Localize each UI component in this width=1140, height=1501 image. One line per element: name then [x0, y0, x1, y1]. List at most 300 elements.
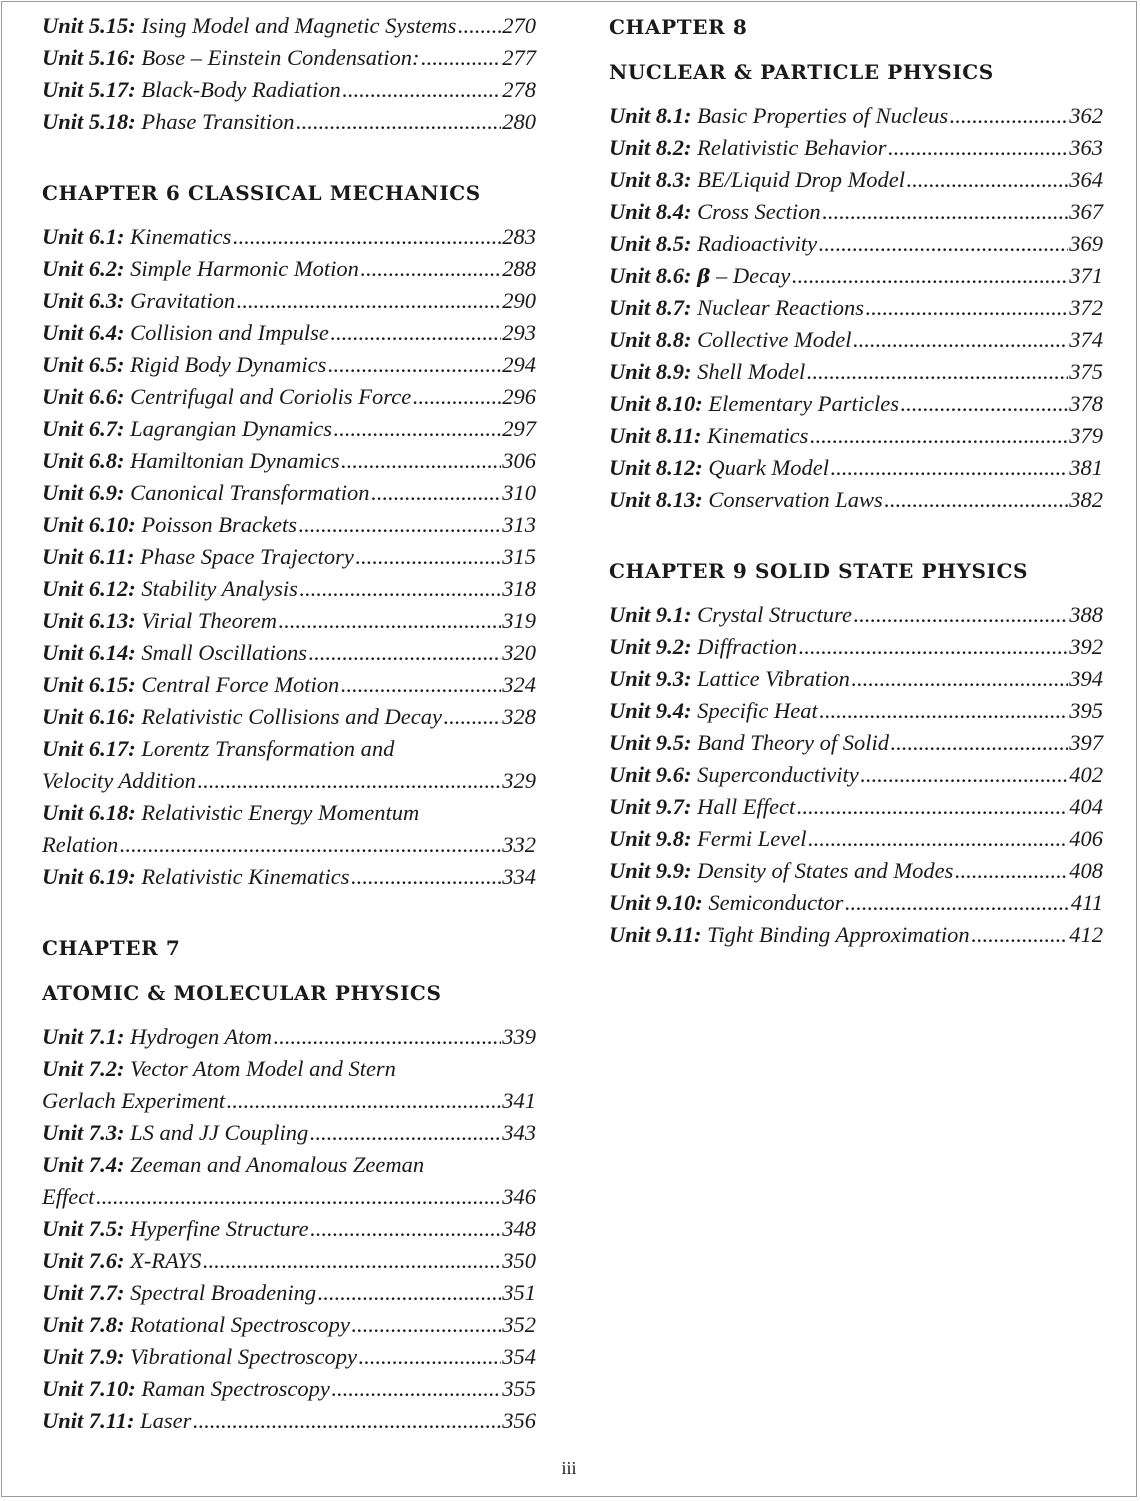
dot-leader [819, 695, 1069, 727]
unit-number: Unit 8.10: [609, 391, 703, 416]
unit-number: Unit 7.1: [42, 1024, 125, 1049]
toc-entry[interactable] [42, 1405, 536, 1437]
toc-entry[interactable] [42, 861, 536, 893]
dot-leader [197, 765, 501, 797]
unit-number: Unit 6.8: [42, 448, 125, 473]
unit-number: Unit 9.8: [609, 826, 692, 851]
unit-number: Unit 6.6: [42, 384, 125, 409]
page-ref: 411 [1070, 890, 1103, 915]
ch5-entry-list [42, 10, 536, 138]
unit-number: Unit 8.8: [609, 327, 692, 352]
dot-leader [298, 509, 501, 541]
page-ref: 374 [1069, 327, 1103, 352]
page-ref: 356 [502, 1408, 536, 1433]
dot-leader [358, 1341, 501, 1373]
toc-entry[interactable] [609, 855, 1103, 887]
unit-title: Semiconductor [708, 890, 844, 915]
section-gap [609, 516, 1103, 554]
unit-number: Unit 7.11: [42, 1408, 135, 1433]
unit-title: Central Force Motion [141, 672, 340, 697]
dot-leader [852, 324, 1068, 356]
unit-title: Phase Space Trajectory [140, 544, 354, 569]
unit-number: Unit 6.18: [42, 800, 136, 825]
toc-entry[interactable] [42, 42, 536, 74]
ch6-entry-list [42, 221, 536, 893]
page-ref: 318 [502, 576, 536, 601]
toc-entry[interactable] [609, 292, 1103, 324]
page-ref: 296 [502, 384, 536, 409]
unit-title: Laser [140, 1408, 192, 1433]
toc-entry[interactable] [42, 797, 536, 829]
dot-leader [971, 919, 1069, 951]
toc-entry[interactable] [609, 695, 1103, 727]
unit-number: Unit 7.3: [42, 1120, 125, 1145]
unit-title: Black-Body Radiation [141, 77, 341, 102]
page-ref: 270 [502, 13, 536, 38]
page-ref: 290 [502, 288, 536, 313]
dot-leader [853, 599, 1068, 631]
unit-title: Cross Section [697, 199, 821, 224]
toc-entry[interactable] [42, 1117, 536, 1149]
dot-leader [236, 285, 501, 317]
unit-number: Unit 7.7: [42, 1280, 125, 1305]
dot-leader [371, 477, 502, 509]
page-ref: 334 [502, 864, 536, 889]
unit-title: Relativistic Behavior [697, 135, 887, 160]
unit-number: Unit 6.7: [42, 416, 125, 441]
unit-title: Bose – Einstein Condensation: [141, 45, 420, 70]
toc-entry[interactable] [42, 1245, 536, 1277]
toc-entry[interactable] [42, 253, 536, 285]
page-ref: 328 [502, 704, 536, 729]
unit-title: Spectral Broadening [130, 1280, 317, 1305]
page-ref: 371 [1069, 263, 1103, 288]
unit-title: Hydrogen Atom [130, 1024, 272, 1049]
page-ref: 388 [1069, 602, 1103, 627]
unit-number: Unit 6.2: [42, 256, 125, 281]
unit-title: Relativistic Collisions and Decay [141, 704, 442, 729]
unit-number: Unit 8.11: [609, 423, 702, 448]
page-ref: 382 [1069, 487, 1103, 512]
dot-leader [333, 413, 501, 445]
unit-title: Phase Transition [141, 109, 295, 134]
unit-number: Unit 8.2: [609, 135, 692, 160]
toc-entry[interactable] [609, 631, 1103, 663]
unit-title: Basic Properties of Nucleus [697, 103, 949, 128]
unit-title: Simple Harmonic Motion [130, 256, 359, 281]
dot-leader [954, 855, 1068, 887]
page-ref: 297 [502, 416, 536, 441]
unit-title: Centrifugal and Coriolis Force [130, 384, 412, 409]
toc-entry[interactable] [609, 759, 1103, 791]
ch9-entry-list [609, 599, 1103, 951]
toc-entry[interactable] [42, 1213, 536, 1245]
unit-number: Unit 6.15: [42, 672, 136, 697]
unit-number: Unit 9.3: [609, 666, 692, 691]
dot-leader [860, 759, 1069, 791]
unit-title: Shell Model [697, 359, 806, 384]
toc-entry[interactable] [42, 541, 536, 573]
unit-title: Collision and Impulse [130, 320, 329, 345]
unit-title: Rotational Spectroscopy [130, 1312, 350, 1337]
unit-number: Unit 9.7: [609, 794, 692, 819]
unit-title: Density of States and Modes [697, 858, 954, 883]
page-ref: 352 [502, 1312, 536, 1337]
dot-leader [119, 829, 501, 861]
unit-title: Radioactivity [697, 231, 818, 256]
page-ref: 362 [1069, 103, 1103, 128]
dot-leader [806, 356, 1068, 388]
unit-number: Unit 7.5: [42, 1216, 125, 1241]
unit-number: Unit 9.11: [609, 922, 702, 947]
unit-number: Unit 6.17: [42, 736, 136, 761]
unit-number: Unit 5.18: [42, 109, 136, 134]
dot-leader [949, 100, 1068, 132]
unit-title: Lagrangian Dynamics [130, 416, 333, 441]
unit-number: Unit 6.4: [42, 320, 125, 345]
page-ref: 402 [1069, 762, 1103, 787]
dot-leader [308, 637, 501, 669]
page-ref: 408 [1069, 858, 1103, 883]
unit-title: Tight Binding Approximation [707, 922, 970, 947]
dot-leader [95, 1181, 501, 1213]
unit-title: Quark Model [708, 455, 829, 480]
page-ref: 293 [502, 320, 536, 345]
unit-title: Rigid Body Dynamics [130, 352, 327, 377]
dot-leader [865, 292, 1068, 324]
dot-leader [317, 1277, 501, 1309]
unit-title: Stability Analysis [141, 576, 298, 601]
page-ref: 354 [502, 1344, 536, 1369]
page-ref: 369 [1069, 231, 1103, 256]
unit-number: Unit 5.15: [42, 13, 136, 38]
unit-number: Unit 8.5: [609, 231, 692, 256]
unit-title-continued: Effect [42, 1184, 95, 1209]
beta-symbol: β [697, 264, 711, 288]
unit-number: Unit 9.10: [609, 890, 703, 915]
unit-number: Unit 6.9: [42, 480, 125, 505]
ch8-entry-list [609, 100, 1103, 516]
unit-title-continued: Gerlach Experiment [42, 1088, 226, 1113]
dot-leader [296, 106, 502, 138]
unit-title: Kinematics [130, 224, 232, 249]
toc-entry[interactable] [42, 381, 536, 413]
dot-leader [355, 541, 501, 573]
unit-number: Unit 6.13: [42, 608, 136, 633]
toc-entry[interactable] [609, 823, 1103, 855]
unit-title-continued: Velocity Addition [42, 768, 196, 793]
dot-leader [360, 253, 501, 285]
toc-entry[interactable] [609, 919, 1103, 951]
toc-entry[interactable] [609, 164, 1103, 196]
dot-leader [351, 1309, 501, 1341]
page-ref: 375 [1069, 359, 1103, 384]
unit-title: Raman Spectroscopy [141, 1376, 330, 1401]
unit-title: Relativistic Kinematics [141, 864, 350, 889]
page-ref: 283 [502, 224, 536, 249]
unit-title: LS and JJ Coupling [130, 1120, 309, 1145]
page-ref: 341 [502, 1088, 536, 1113]
unit-title: Hamiltonian Dynamics [130, 448, 340, 473]
toc-entry[interactable] [609, 727, 1103, 759]
unit-title: Virial Theorem [141, 608, 278, 633]
dot-leader [350, 861, 501, 893]
unit-title: Small Oscillations [141, 640, 308, 665]
toc-entry[interactable] [42, 573, 536, 605]
unit-title: Collective Model [697, 327, 852, 352]
toc-entry[interactable] [42, 1341, 536, 1373]
unit-title: Elementary Particles [708, 391, 899, 416]
unit-number: Unit 8.12: [609, 455, 703, 480]
page-ref: 412 [1069, 922, 1103, 947]
page-ref: 363 [1069, 135, 1103, 160]
unit-number: Unit 7.6: [42, 1248, 125, 1273]
unit-title: Specific Heat [697, 698, 818, 723]
toc-entry[interactable] [609, 228, 1103, 260]
unit-title-continued: Relation [42, 832, 119, 857]
toc-entry[interactable] [42, 605, 536, 637]
unit-number: Unit 9.1: [609, 602, 692, 627]
toc-entry[interactable] [609, 196, 1103, 228]
page-ref: 355 [502, 1376, 536, 1401]
dot-leader [192, 1405, 501, 1437]
unit-number: Unit 7.9: [42, 1344, 125, 1369]
unit-number: Unit 6.19: [42, 864, 136, 889]
dot-leader [809, 420, 1068, 452]
toc-entry[interactable] [42, 1053, 536, 1085]
toc-entry[interactable] [609, 887, 1103, 919]
toc-entry[interactable] [42, 285, 536, 317]
page-ref: 397 [1069, 730, 1103, 755]
unit-title: Vibrational Spectroscopy [130, 1344, 357, 1369]
left-column [42, 10, 536, 1437]
dot-leader [822, 196, 1069, 228]
unit-title: Lattice Vibration [697, 666, 850, 691]
toc-entry[interactable] [609, 420, 1103, 452]
page-ref: 294 [502, 352, 536, 377]
page-ref: 378 [1069, 391, 1103, 416]
dot-leader [273, 1021, 501, 1053]
toc-entry[interactable] [609, 100, 1103, 132]
toc-entry[interactable] [42, 477, 536, 509]
toc-entry[interactable] [42, 1149, 536, 1181]
page-ref: 367 [1069, 199, 1103, 224]
dot-leader [299, 573, 501, 605]
page-ref: 392 [1069, 634, 1103, 659]
page-ref: 348 [502, 1216, 536, 1241]
page-ref: 280 [502, 109, 536, 134]
page-ref: 313 [502, 512, 536, 537]
unit-number: Unit 8.3: [609, 167, 692, 192]
unit-number: Unit 9.4: [609, 698, 692, 723]
unit-number: Unit 9.5: [609, 730, 692, 755]
unit-title: Crystal Structure [697, 602, 852, 627]
page-ref: 332 [502, 832, 536, 857]
toc-entry[interactable] [609, 791, 1103, 823]
unit-number: Unit 6.11: [42, 544, 135, 569]
page-ref: 319 [502, 608, 536, 633]
toc-entry[interactable] [42, 509, 536, 541]
toc-entry[interactable] [42, 74, 536, 106]
dot-leader [900, 388, 1068, 420]
toc-entry[interactable] [609, 260, 1103, 292]
page-ref: 372 [1069, 295, 1103, 320]
unit-number: Unit 8.7: [609, 295, 692, 320]
unit-title: X-RAYS [130, 1248, 202, 1273]
page-ref: 329 [502, 768, 536, 793]
dot-leader [830, 452, 1068, 484]
toc-entry[interactable] [42, 445, 536, 477]
toc-entry[interactable] [42, 221, 536, 253]
unit-title: Relativistic Energy Momentum [141, 800, 420, 825]
toc-entry[interactable] [42, 413, 536, 445]
toc-entry-continuation[interactable] [42, 765, 536, 797]
unit-title: Zeeman and Anomalous Zeeman [130, 1152, 425, 1177]
dot-leader [906, 164, 1068, 196]
unit-title: Diffraction [697, 634, 798, 659]
unit-number: Unit 8.6: [609, 263, 692, 288]
page-ref: 339 [502, 1024, 536, 1049]
ch7-entry-list [42, 1021, 536, 1437]
dot-leader [884, 484, 1068, 516]
dot-leader [330, 317, 501, 349]
unit-title: Lorentz Transformation and [141, 736, 395, 761]
dot-leader [457, 10, 501, 42]
toc-entry[interactable] [42, 349, 536, 381]
page-ref: 346 [502, 1184, 536, 1209]
toc-entry[interactable] [42, 317, 536, 349]
unit-title: Ising Model and Magnetic Systems [141, 13, 457, 38]
unit-number: Unit 9.9: [609, 858, 692, 883]
toc-entry[interactable] [42, 1309, 536, 1341]
dot-leader [851, 663, 1068, 695]
unit-number: Unit 6.14: [42, 640, 136, 665]
unit-number: Unit 5.17: [42, 77, 136, 102]
chapter-7-subheading: ATOMIC & MOLECULAR PHYSICS [42, 981, 442, 1005]
toc-entry-continuation[interactable] [42, 1181, 536, 1213]
page-ref: 395 [1069, 698, 1103, 723]
dot-leader [412, 381, 501, 413]
toc-entry[interactable] [609, 452, 1103, 484]
unit-number: Unit 6.12: [42, 576, 136, 601]
toc-entry[interactable] [42, 669, 536, 701]
chapter-7-heading: CHAPTER 7 [42, 936, 181, 960]
unit-number: Unit 6.3: [42, 288, 125, 313]
page-ref: 278 [502, 77, 536, 102]
dot-leader [807, 823, 1068, 855]
unit-number: Unit 9.6: [609, 762, 692, 787]
dot-leader [202, 1245, 501, 1277]
unit-title: Hall Effect [697, 794, 796, 819]
unit-title: Vector Atom Model and Stern [130, 1056, 396, 1081]
unit-number: Unit 7.4: [42, 1152, 125, 1177]
unit-number: Unit 8.1: [609, 103, 692, 128]
toc-entry[interactable] [42, 637, 536, 669]
toc-entry[interactable] [42, 701, 536, 733]
toc-entry[interactable] [42, 1277, 536, 1309]
dot-leader [341, 445, 502, 477]
dot-leader [331, 1373, 501, 1405]
dot-leader [818, 228, 1068, 260]
unit-title: Nuclear Reactions [697, 295, 864, 320]
toc-entry[interactable] [42, 1021, 536, 1053]
toc-entry[interactable] [42, 106, 536, 138]
unit-number: Unit 8.4: [609, 199, 692, 224]
chapter-9-heading: CHAPTER 9 SOLID STATE PHYSICS [609, 559, 1029, 583]
page-ref: 310 [502, 480, 536, 505]
page-number: iii [561, 1458, 577, 1478]
unit-number: Unit 5.16: [42, 45, 136, 70]
page-ref: 406 [1069, 826, 1103, 851]
dot-leader [791, 260, 1068, 292]
toc-entry[interactable] [42, 10, 536, 42]
dot-leader [309, 1117, 501, 1149]
dot-leader [443, 701, 501, 733]
page-ref: 306 [502, 448, 536, 473]
section-gap [42, 893, 536, 931]
dot-leader [798, 631, 1068, 663]
toc-entry[interactable] [609, 356, 1103, 388]
unit-number: Unit 7.10: [42, 1376, 136, 1401]
dot-leader [226, 1085, 501, 1117]
page-ref: 350 [502, 1248, 536, 1273]
toc-entry-continuation[interactable] [42, 829, 536, 861]
dot-leader [278, 605, 501, 637]
unit-number: Unit 6.5: [42, 352, 125, 377]
dot-leader [342, 74, 502, 106]
unit-number: Unit 7.8: [42, 1312, 125, 1337]
unit-title: Kinematics [707, 423, 809, 448]
dot-leader [844, 887, 1070, 919]
toc-entry[interactable] [609, 663, 1103, 695]
toc-entry[interactable] [609, 388, 1103, 420]
toc-entry-continuation[interactable] [42, 1085, 536, 1117]
chapter-8-subheading: NUCLEAR & PARTICLE PHYSICS [609, 60, 994, 84]
page-ref: 364 [1069, 167, 1103, 192]
chapter-6-heading: CHAPTER 6 CLASSICAL MECHANICS [42, 181, 481, 205]
page-ref: 404 [1069, 794, 1103, 819]
toc-entry[interactable] [42, 733, 536, 765]
toc-entry[interactable] [609, 132, 1103, 164]
page-ref: 351 [502, 1280, 536, 1305]
right-column [609, 10, 1103, 951]
toc-entry[interactable] [609, 599, 1103, 631]
unit-title: Fermi Level [697, 826, 807, 851]
page-ref: 381 [1069, 455, 1103, 480]
unit-number: Unit 6.10: [42, 512, 136, 537]
unit-number: Unit 6.16: [42, 704, 136, 729]
unit-number: Unit 8.13: [609, 487, 703, 512]
unit-title: – Decay [716, 263, 791, 288]
page-ref: 343 [502, 1120, 536, 1145]
toc-entry[interactable] [42, 1373, 536, 1405]
dot-leader [310, 1213, 502, 1245]
unit-title: Hyperfine Structure [130, 1216, 309, 1241]
chapter-8-heading: CHAPTER 8 [609, 15, 748, 39]
page-ref: 288 [502, 256, 536, 281]
unit-title: BE/Liquid Drop Model [697, 167, 906, 192]
toc-entry[interactable] [609, 324, 1103, 356]
toc-entry[interactable] [609, 484, 1103, 516]
unit-title: Poisson Brackets [141, 512, 297, 537]
dot-leader [890, 727, 1068, 759]
dot-leader [340, 669, 501, 701]
page-ref: 320 [502, 640, 536, 665]
unit-title: Canonical Transformation [130, 480, 370, 505]
unit-title: Conservation Laws [708, 487, 883, 512]
dot-leader [796, 791, 1068, 823]
page-ref: 394 [1069, 666, 1103, 691]
